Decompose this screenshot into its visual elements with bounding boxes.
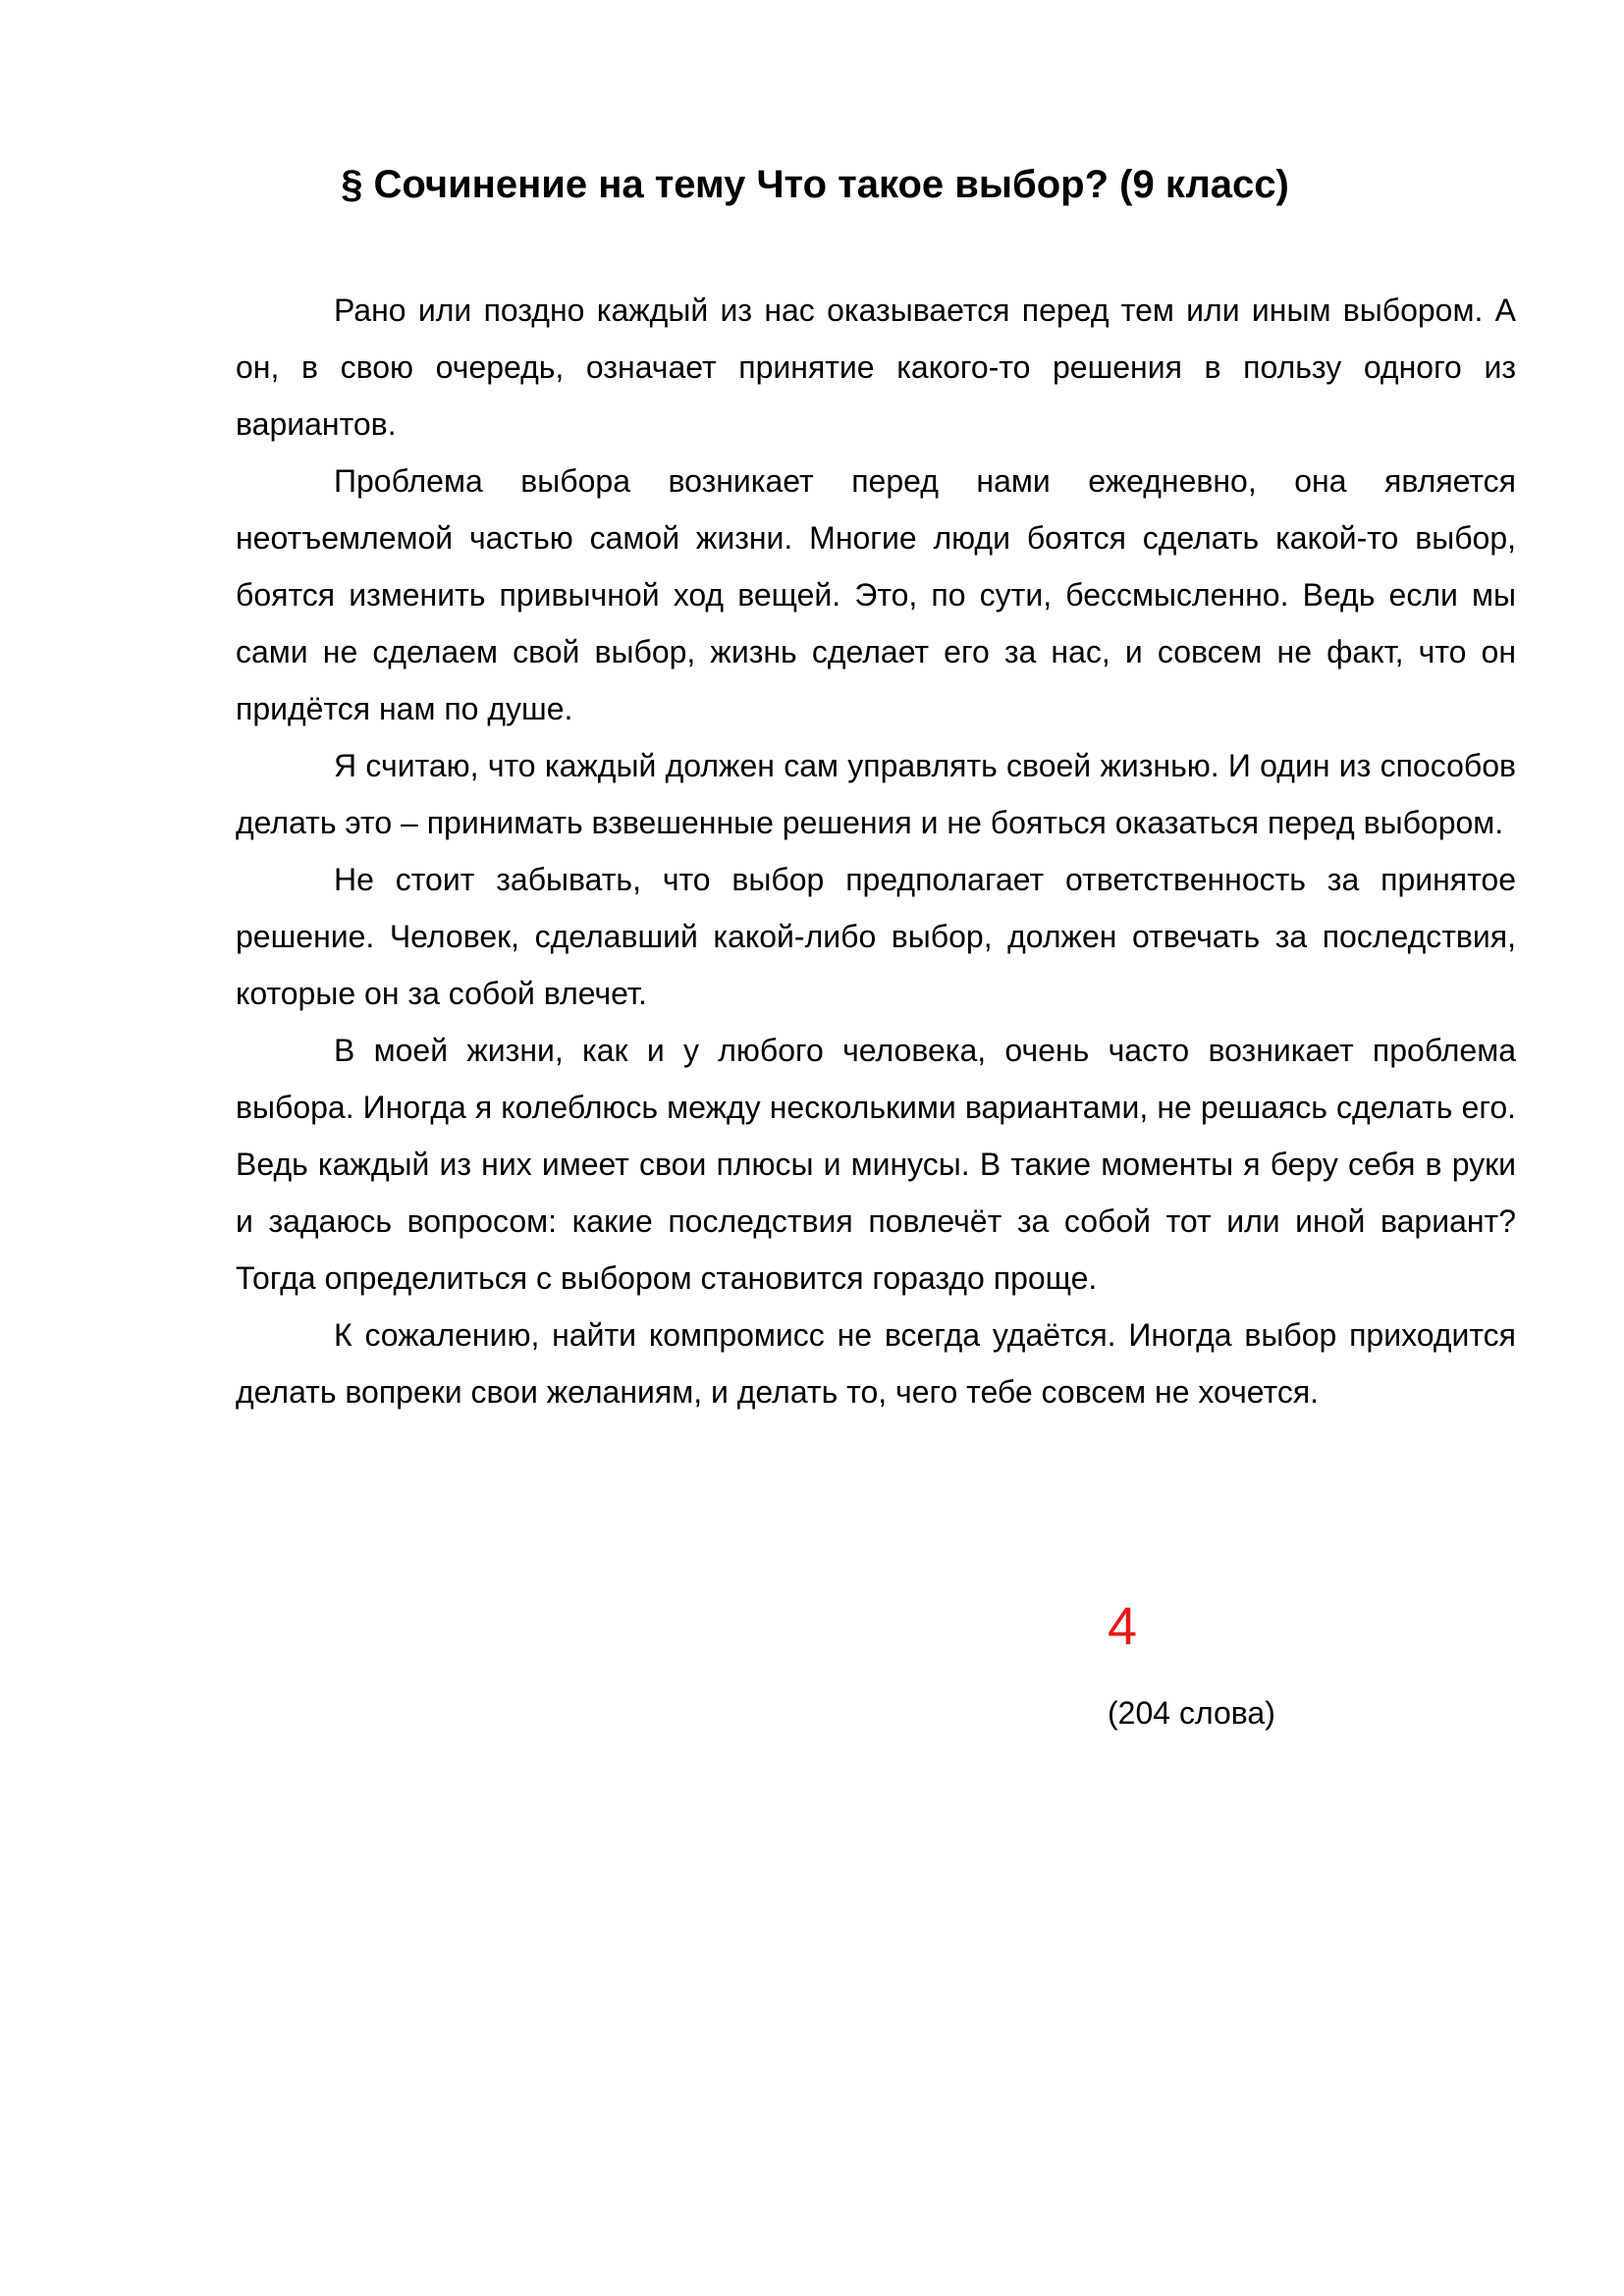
essay-body [236,282,1516,1420]
word-count: (204 слова) [1108,1695,1275,1731]
paragraph-3: Я считаю, что каждый должен сам управлять своей жизнью. И один из способов делать это – принимать взвешенные решения и не бояться оказаться перед выбором. [236,748,1516,840]
paragraph-6: К сожалению, найти компромисс не всегда удаётся. Иногда выбор приходится делать вопреки свои желаниям, и делать то, чего тебе совсем не хочется. [236,1317,1516,1410]
paragraph-5: В моей жизни, как и у любого человека, очень часто возникает проблема выбора. Иногда я колеблюсь между несколькими вариантами, не решаясь сделать его. Ведь каждый из них имеет свои плюсы и минусы. В такие моменты я беру себя в руки и задаюсь вопросом: какие последствия повлечёт за собой тот или иной вариант? Тогда определиться с выбором становится гораздо проще. [236,1033,1516,1296]
essay-title: § Сочинение на тему Что такое выбор? (9 класс) [341,163,1289,206]
paragraph-1: Рано или поздно каждый из нас оказывается перед тем или иным выбором. А он, в свою очередь, означает принятие какого-то решения в пользу одного из вариантов. [236,293,1516,442]
paragraph-2: Проблема выбора возникает перед нами ежедневно, она является неотъемлемой частью самой жизни. Многие люди боятся сделать какой-то выбор, боятся изменить привычной ход вещей. Это, по сути, бессмысленно. Ведь если мы сами не сделаем свой выбор, жизнь сделает его за нас, и совсем не факт, что он придётся нам по душе. [236,463,1516,726]
paragraph-4: Не стоит забывать, что выбор предполагает ответственность за принятое решение. Человек, сделавший какой-либо выбор, должен отвечать за последствия, которые он за собой влечет. [236,862,1516,1011]
grade-mark: 4 [1108,1597,1138,1656]
